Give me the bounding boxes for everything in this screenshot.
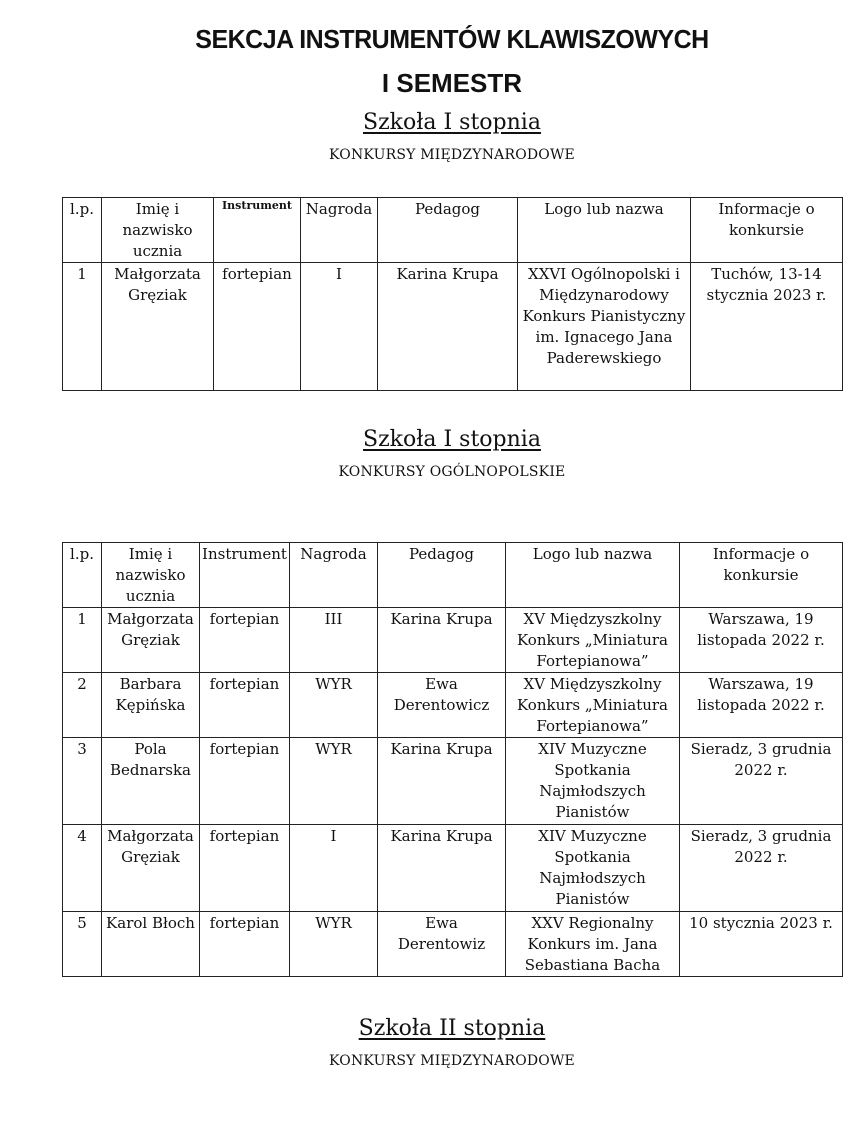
column-header-teacher: Pedagog bbox=[378, 543, 506, 608]
cell-award: WYR bbox=[290, 738, 378, 825]
section-1-category: KONKURSY MIĘDZYNARODOWE bbox=[329, 147, 575, 163]
column-header-contest: Logo lub nazwa bbox=[506, 543, 680, 608]
cell-lp: 5 bbox=[63, 912, 102, 977]
cell-name: Małgorzata Gręziak bbox=[102, 608, 200, 673]
cell-name: Karol Błoch bbox=[102, 912, 200, 977]
cell-instrument: fortepian bbox=[200, 608, 290, 673]
cell-contest: XV Międzyszkolny Konkurs „Miniatura Fortepianowa” bbox=[506, 673, 680, 738]
table-header-row bbox=[63, 543, 843, 608]
cell-lp: 3 bbox=[63, 738, 102, 825]
cell-contest: XV Międzyszkolny Konkurs „Miniatura Fortepianowa” bbox=[506, 608, 680, 673]
cell-lp: 1 bbox=[63, 608, 102, 673]
table-row bbox=[63, 673, 843, 738]
cell-info: Warszawa, 19 listopada 2022 r. bbox=[680, 673, 843, 738]
cell-lp: 2 bbox=[63, 673, 102, 738]
column-header-info: Informacje o konkursie bbox=[680, 543, 843, 608]
column-header-lp: l.p. bbox=[63, 198, 102, 263]
section-3-category: KONKURSY MIĘDZYNARODOWE bbox=[329, 1053, 575, 1069]
semester-title: I SEMESTR bbox=[381, 68, 523, 98]
cell-contest: XXVI Ogólnopolski i Międzynarodowy Konkurs Pianistyczny im. Ignacego Jana Paderewskiego bbox=[518, 263, 691, 391]
section-1-school: Szkoła I stopnia bbox=[363, 110, 541, 135]
cell-award: WYR bbox=[290, 912, 378, 977]
cell-teacher: Karina Krupa bbox=[378, 608, 506, 673]
column-header-info: Informacje o konkursie bbox=[691, 198, 843, 263]
column-header-instrument: Instrument bbox=[200, 543, 290, 608]
table-row bbox=[63, 738, 843, 825]
cell-award: I bbox=[301, 263, 378, 391]
cell-award: III bbox=[290, 608, 378, 673]
cell-teacher: Karina Krupa bbox=[378, 825, 506, 912]
cell-contest: XIV Muzyczne Spotkania Najmłodszych Pianistów bbox=[506, 825, 680, 912]
cell-contest: XXV Regionalny Konkurs im. Jana Sebastiana Bacha bbox=[506, 912, 680, 977]
table-row bbox=[63, 263, 843, 391]
column-header-award: Nagroda bbox=[301, 198, 378, 263]
column-header-contest: Logo lub nazwa bbox=[518, 198, 691, 263]
international-contests-table-level-1 bbox=[62, 197, 843, 391]
cell-info: Tuchów, 13-14 stycznia 2023 r. bbox=[691, 263, 843, 391]
cell-instrument: fortepian bbox=[200, 912, 290, 977]
cell-instrument: fortepian bbox=[214, 263, 301, 391]
cell-lp: 1 bbox=[63, 263, 102, 391]
cell-info: Warszawa, 19 listopada 2022 r. bbox=[680, 608, 843, 673]
column-header-teacher: Pedagog bbox=[378, 198, 518, 263]
cell-teacher: Ewa Derentowiz bbox=[378, 912, 506, 977]
cell-info: Sieradz, 3 grudnia 2022 r. bbox=[680, 738, 843, 825]
document-title: SEKCJA INSTRUMENTÓW KLAWISZOWYCH bbox=[195, 24, 709, 54]
cell-contest: XIV Muzyczne Spotkania Najmłodszych Pianistów bbox=[506, 738, 680, 825]
column-header-name: Imię i nazwisko ucznia bbox=[102, 543, 200, 608]
national-contests-table-level-1 bbox=[62, 542, 843, 977]
cell-info: 10 stycznia 2023 r. bbox=[680, 912, 843, 977]
cell-instrument: fortepian bbox=[200, 825, 290, 912]
cell-teacher: Karina Krupa bbox=[378, 263, 518, 391]
cell-teacher: Karina Krupa bbox=[378, 738, 506, 825]
cell-instrument: fortepian bbox=[200, 673, 290, 738]
table-header-row bbox=[63, 198, 843, 263]
cell-name: Małgorzata Gręziak bbox=[102, 263, 214, 391]
section-2-category: KONKURSY OGÓLNOPOLSKIE bbox=[338, 464, 566, 480]
cell-award: WYR bbox=[290, 673, 378, 738]
column-header-lp: l.p. bbox=[63, 543, 102, 608]
cell-instrument: fortepian bbox=[200, 738, 290, 825]
cell-award: I bbox=[290, 825, 378, 912]
cell-teacher: Ewa Derentowicz bbox=[378, 673, 506, 738]
table-row bbox=[63, 825, 843, 912]
cell-info: Sieradz, 3 grudnia 2022 r. bbox=[680, 825, 843, 912]
section-3-school: Szkoła II stopnia bbox=[358, 1016, 546, 1041]
table-row bbox=[63, 608, 843, 673]
column-header-name: Imię i nazwisko ucznia bbox=[102, 198, 214, 263]
column-header-instrument: Instrument bbox=[214, 198, 301, 263]
cell-name: Pola Bednarska bbox=[102, 738, 200, 825]
column-header-award: Nagroda bbox=[290, 543, 378, 608]
cell-name: Barbara Kępińska bbox=[102, 673, 200, 738]
section-2-school: Szkoła I stopnia bbox=[363, 427, 541, 452]
table-row bbox=[63, 912, 843, 977]
cell-name: Małgorzata Gręziak bbox=[102, 825, 200, 912]
cell-lp: 4 bbox=[63, 825, 102, 912]
